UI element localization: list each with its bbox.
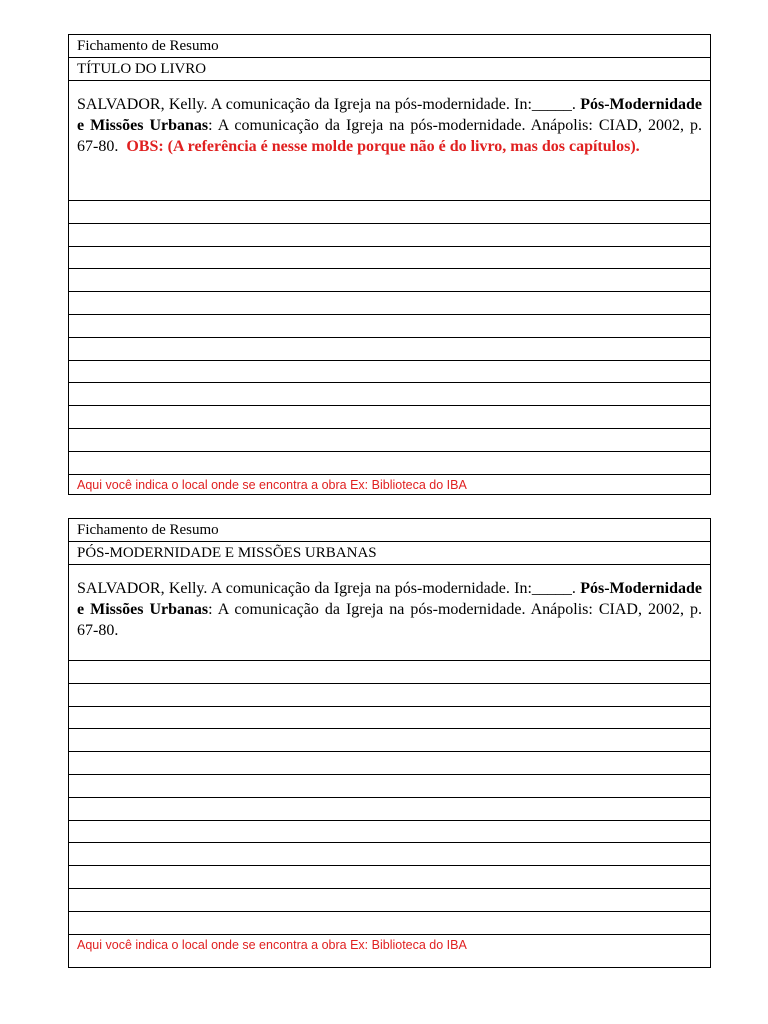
blank-writing-line — [69, 269, 710, 292]
blank-writing-line — [69, 292, 710, 315]
reference-text-end: : A comunicação da Igreja na pós-modernidade. Anápolis: CIAD, 2002, p. 67-80. — [77, 117, 703, 155]
blank-writing-line — [69, 429, 710, 452]
bibliographic-reference — [69, 81, 710, 201]
summary-card-1 — [68, 34, 711, 495]
blank-writing-line — [69, 661, 710, 684]
location-note: Aqui você indica o local onde se encontra a obra Ex: Biblioteca do IBA — [77, 937, 467, 952]
blank-writing-line — [69, 247, 710, 270]
blank-writing-line — [69, 383, 710, 406]
blank-writing-line — [69, 798, 710, 821]
reference-obs-note: OBS: (A referência é nesse molde porque não é do livro, mas dos capítulos). — [126, 138, 640, 155]
reference-book-title: Pós-Modernidade e Missões Urbanas — [77, 96, 702, 134]
blank-writing-line — [69, 361, 710, 384]
blank-writing-line — [69, 752, 710, 775]
blank-writing-line — [69, 866, 710, 889]
blank-writing-line — [69, 775, 710, 798]
card-heading: Fichamento de Resumo — [69, 519, 710, 542]
reference-text-start: SALVADOR, Kelly. A comunicação da Igreja na pós-modernidade. In:_____. — [77, 580, 581, 597]
blank-writing-line — [69, 707, 710, 730]
blank-writing-line — [69, 315, 710, 338]
summary-card-2 — [68, 518, 711, 968]
blank-lines — [69, 661, 710, 935]
blank-lines — [69, 201, 710, 475]
blank-writing-line — [69, 201, 710, 224]
book-title: TÍTULO DO LIVRO — [69, 58, 710, 81]
bibliographic-reference — [69, 565, 710, 661]
blank-writing-line — [69, 684, 710, 707]
reference-text-end: : A comunicação da Igreja na pós-modernidade. Anápolis: CIAD, 2002, p. 67-80. — [77, 601, 703, 639]
reference-book-title: Pós-Modernidade e Missões Urbanas — [77, 580, 702, 618]
blank-writing-line — [69, 224, 710, 247]
blank-writing-line — [69, 889, 710, 912]
reference-text-start: SALVADOR, Kelly. A comunicação da Igreja na pós-modernidade. In:_____. — [77, 96, 581, 113]
blank-writing-line — [69, 452, 710, 475]
blank-writing-line — [69, 821, 710, 844]
blank-writing-line — [69, 912, 710, 935]
card-heading: Fichamento de Resumo — [69, 35, 710, 58]
blank-writing-line — [69, 843, 710, 866]
location-note: Aqui você indica o local onde se encontra a obra Ex: Biblioteca do IBA — [77, 477, 467, 492]
book-title: PÓS-MODERNIDADE E MISSÕES URBANAS — [69, 542, 710, 565]
blank-writing-line — [69, 338, 710, 361]
blank-writing-line — [69, 729, 710, 752]
blank-writing-line — [69, 406, 710, 429]
